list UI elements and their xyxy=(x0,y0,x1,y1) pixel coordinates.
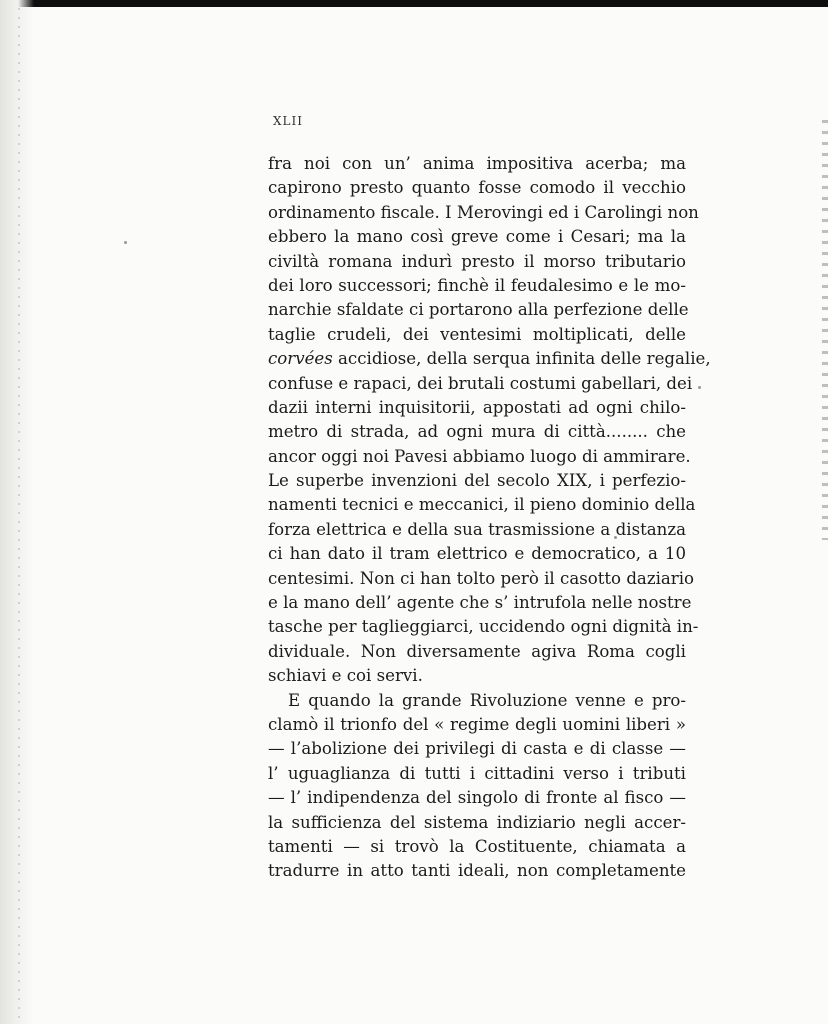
text-line: ebbero la mano così greve come i Cesari; ma la xyxy=(268,227,686,247)
text-line: centesimi. Non ci han tolto però il casotto daziario xyxy=(268,568,695,588)
text-line: — l’ indipendenza del singolo di fronte al fisco — xyxy=(268,788,686,808)
text-line: e la mano dell’ agente che s’ intrufola nelle nostre xyxy=(268,593,692,613)
text-line-rest: accidiose, della serqua infinita delle regalie, xyxy=(338,349,711,369)
text-line: dazii interni inquisitorii, appostati ad ogni chilo- xyxy=(268,397,686,417)
text-line: fra noi con un’ anima impositiva acerba; ma xyxy=(268,154,686,173)
text-line xyxy=(268,347,711,371)
body-text xyxy=(268,152,711,884)
text-line: metro di strada, ad ogni mura di città........ che xyxy=(268,422,686,442)
scan-left-margin-shadow xyxy=(0,0,34,1024)
text-line: ancor oggi noi Pavesi abbiamo luogo di ammirare. xyxy=(268,446,691,466)
scan-top-border xyxy=(0,0,828,7)
text-line: l’ uguaglianza di tutti i cittadini verso i tributi xyxy=(268,763,686,783)
text-line: dividuale. Non diversamente agiva Roma cogli xyxy=(268,641,686,661)
text-line: Le superbe invenzioni del secolo XIX, i perfezio- xyxy=(268,471,686,491)
text-line: tasche per taglieggiarci, uccidendo ogni dignità in- xyxy=(268,617,699,637)
text-line: forza elettrica e della sua trasmissione a distanza xyxy=(268,519,686,539)
scan-speck xyxy=(698,386,701,389)
page-number: XLII xyxy=(273,114,303,128)
text-line: dei loro successori; finchè il feudalesimo e le mo- xyxy=(268,275,686,295)
text-line: E quando la grande Rivoluzione venne e pro- xyxy=(288,690,686,710)
text-line: taglie crudeli, dei ventesimi moltiplicati, delle xyxy=(268,324,686,344)
text-line: tradurre in atto tanti ideali, non completamente xyxy=(268,861,686,881)
text-line: la sufficienza del sistema indiziario negli accer- xyxy=(268,812,686,832)
text-line: capirono presto quanto fosse comodo il vecchio xyxy=(268,178,686,198)
text-line: tamenti — si trovò la Costituente, chiamata a xyxy=(268,836,686,856)
scan-left-margin-noise xyxy=(18,8,20,1018)
text-line: confuse e rapaci, dei brutali costumi gabellari, dei xyxy=(268,373,693,393)
italic-word: corvées xyxy=(268,349,333,369)
text-line: ordinamento fiscale. I Merovingi ed i Carolingi non xyxy=(268,202,699,222)
text-line: civiltà romana indurì presto il morso tributario xyxy=(268,251,686,271)
scan-right-margin-noise xyxy=(822,120,828,540)
text-line: namenti tecnici e meccanici, il pieno dominio della xyxy=(268,495,696,515)
text-line: clamò il trionfo del « regime degli uomini liberi » xyxy=(268,714,686,734)
scan-speck xyxy=(124,241,127,244)
text-line: narchie sfaldate ci portarono alla perfezione delle xyxy=(268,300,689,320)
text-line: schiavi e coi servi. xyxy=(268,666,423,686)
text-line: ci han dato il tram elettrico e democratico, a 10 xyxy=(268,544,686,564)
text-line: — l’abolizione dei privilegi di casta e di classe — xyxy=(268,739,686,759)
